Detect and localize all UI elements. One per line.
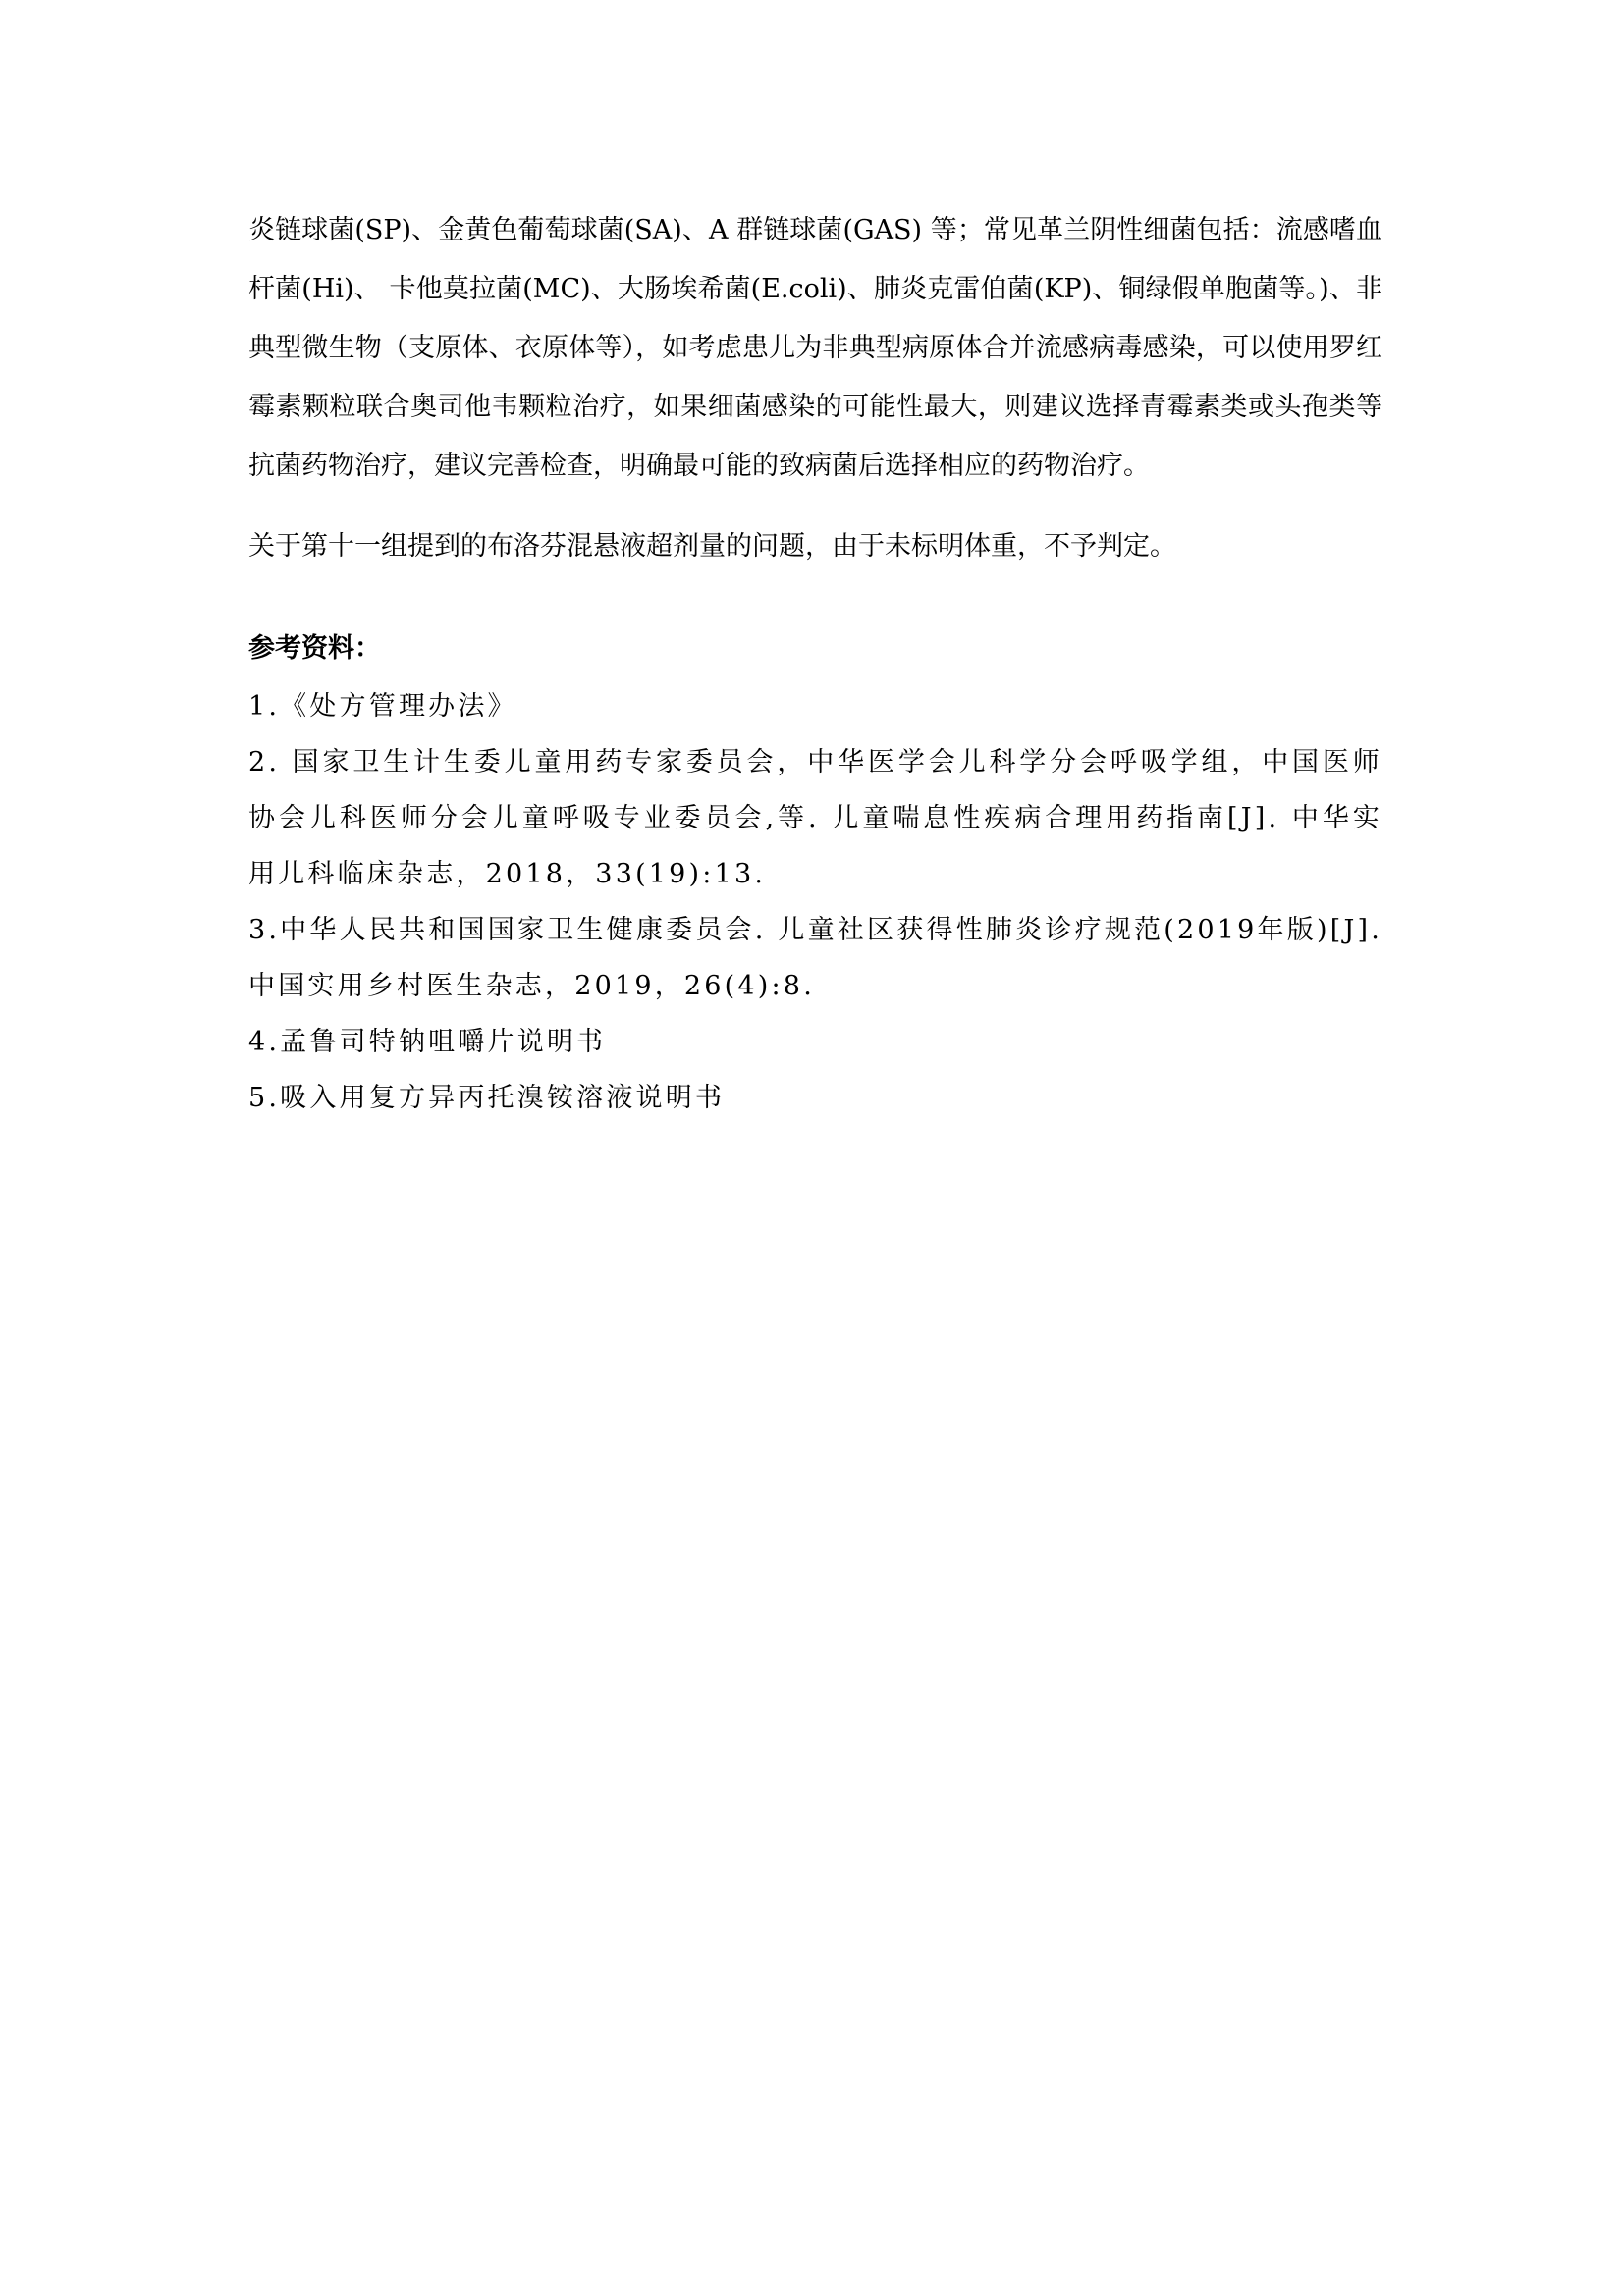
- reference-item: 4.孟鲁司特钠咀嚼片说明书: [248, 1027, 607, 1057]
- reference-item: 1.《处方管理办法》: [248, 691, 517, 721]
- references-list: [248, 678, 1382, 1126]
- reference-item: 3.中华人民共和国国家卫生健康委员会. 儿童社区获得性肺炎诊疗规范(2019年版)[J]. 中国实用乡村医生杂志，2019，26(4):8.: [248, 915, 1382, 1001]
- body-paragraph: 炎链球菌(SP)、金黄色葡萄球菌(SA)、A 群链球菌(GAS) 等；常见革兰阴性细菌包括：流感嗜血杆菌(Hi)、 卡他莫拉菌(MC)、大肠埃希菌(E.coli)、肺炎克雷伯菌(KP)、铜绿假单胞菌等。)、非典型微生物（支原体、衣原体等），如考虑患儿为非典型病原体合并流感病毒感染，可以使用罗红霉素颗粒联合奥司他韦颗粒治疗，如果细菌感染的可能性最大，则建议选择青霉素类或头孢类等抗菌药物治疗，建议完善检查，明确最可能的致病菌后选择相应的药物治疗。: [248, 215, 1382, 481]
- body-paragraph: 关于第十一组提到的布洛芬混悬液超剂量的问题，由于未标明体重，不予判定。: [248, 531, 1176, 561]
- reference-item: 2. 国家卫生计生委儿童用药专家委员会，中华医学会儿科学分会呼吸学组，中国医师协会儿科医师分会儿童呼吸专业委员会,等. 儿童喘息性疾病合理用药指南[J]. 中华实用儿科临床杂志，2018，33(19):13.: [248, 747, 1382, 889]
- document-content: [248, 201, 1382, 1126]
- references-heading: 参考资料：: [248, 633, 381, 664]
- reference-item: 5.吸入用复方异丙托溴铵溶液说明书: [248, 1083, 726, 1113]
